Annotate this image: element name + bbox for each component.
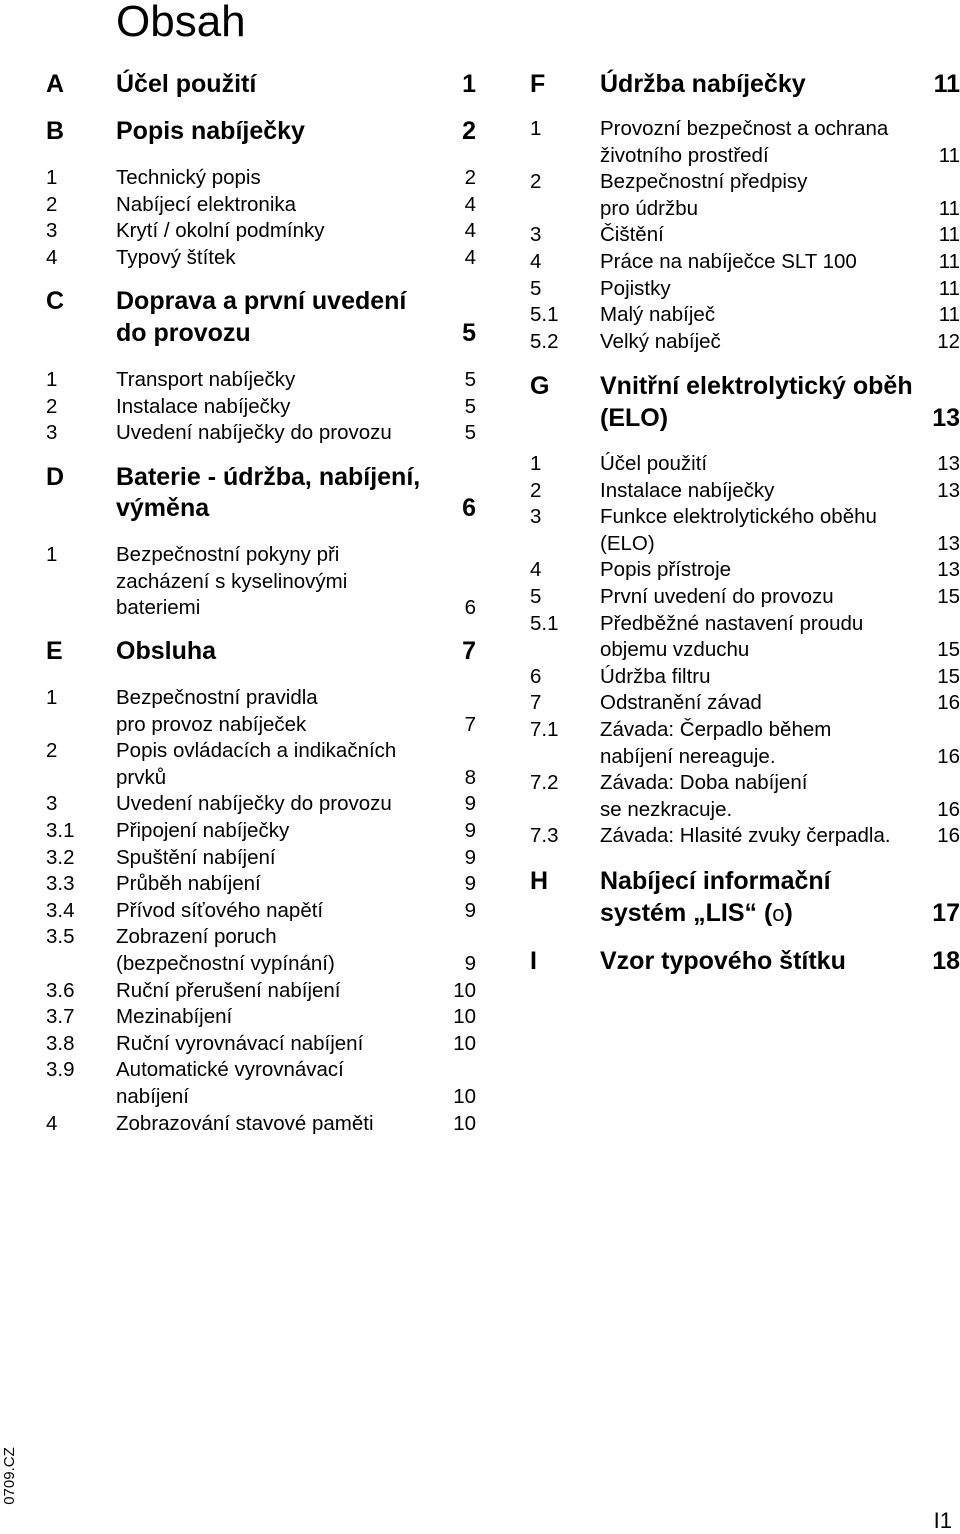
section-letter: B	[46, 117, 65, 145]
page-title: Obsah	[116, 0, 246, 46]
entry-title: Bezpečnostní pravidla	[116, 686, 318, 709]
entry-page: 6	[464, 596, 476, 620]
entry-number: 3	[530, 223, 542, 247]
entry-title: Ruční přerušení nabíjení	[116, 978, 341, 1002]
entry-title: Velký nabíječ	[600, 329, 721, 353]
entry-page: 4	[464, 245, 476, 269]
entry-page: 13	[937, 452, 960, 475]
entry-number: 5.1	[530, 611, 559, 635]
entry-title: Typový štítek	[116, 245, 236, 269]
entry-title: Bezpečnostní předpisy	[600, 170, 808, 194]
entry-title-cont: zacházení s kyselinovými	[116, 569, 348, 593]
entry-page: 15	[937, 638, 960, 662]
entry-title-cont: životního prostředí	[600, 143, 769, 167]
entry-title-cont: (ELO)	[600, 531, 655, 555]
entry-number: 1	[530, 452, 542, 475]
entry-title-cont: pro údržbu	[600, 196, 699, 220]
entry-number: 4	[530, 558, 542, 582]
entry-page: 13	[937, 478, 960, 502]
section-page: 5	[462, 319, 476, 347]
entry-title: Předběžné nastavení proudu	[600, 611, 864, 635]
entry-page: 10	[453, 1005, 476, 1029]
section-letter: C	[46, 287, 65, 315]
entry-number: 1	[530, 117, 542, 140]
entry-page: 2	[464, 166, 476, 189]
entry-title: Údržba filtru	[600, 664, 711, 688]
entry-page: 16	[937, 797, 960, 821]
entry-number: 3.1	[46, 819, 75, 842]
entry-number: 3.6	[46, 978, 75, 1002]
entry-title: Závada: Čerpadlo během	[600, 718, 832, 741]
toc-section-g[interactable]	[520, 370, 960, 402]
section-letter: D	[46, 463, 65, 491]
entry-number: 2	[530, 170, 542, 194]
entry-number: 5	[530, 585, 542, 608]
entry-page: 4	[464, 192, 476, 216]
entry-number: 1	[46, 543, 58, 566]
entry-page: 5	[464, 394, 476, 418]
entry-number: 3.2	[46, 845, 75, 869]
section-title: Vnitřní elektrolytický oběh	[600, 372, 913, 400]
entry-number: 3.3	[46, 872, 75, 896]
entry-page: 11	[938, 303, 960, 327]
entry-number: 1	[46, 368, 58, 391]
entry-title: Závada: Hlasité zvuky čerpadla.	[600, 824, 891, 848]
toc-section-h-line2[interactable]	[520, 897, 960, 929]
entry-title: Krytí / okolní podmínky	[116, 219, 325, 243]
entry-title: Průběh nabíjení	[116, 872, 261, 896]
section-title: Údržba nabíječky	[600, 70, 806, 98]
entry-title: Práce na nabíječce SLT 100	[600, 250, 857, 273]
entry-page: 10	[453, 978, 476, 1002]
entry-title: Zobrazování stavové paměti	[116, 1111, 374, 1135]
page-number: I1	[933, 1508, 952, 1533]
entry-page: 12	[937, 329, 960, 353]
section-page: 13	[932, 404, 960, 432]
toc-section-d[interactable]	[0, 461, 480, 493]
toc-section-f[interactable]	[520, 68, 960, 100]
entry-page: 10	[453, 1085, 476, 1108]
section-title: Doprava a první uvedení	[116, 287, 407, 315]
entry-number: 2	[530, 478, 542, 502]
entry-number: 6	[530, 664, 542, 688]
entry-title: Účel použití	[600, 452, 708, 475]
entry-number: 2	[46, 739, 58, 763]
entry-page: 9	[464, 792, 476, 816]
section-title-end: )	[784, 899, 793, 927]
entry-title: Bezpečnostní pokyny při	[116, 543, 340, 566]
entry-page: 10	[453, 1111, 476, 1135]
entry-number: 3	[46, 792, 58, 816]
entry-page: 11	[938, 250, 960, 273]
entry-number: 3.4	[46, 898, 75, 922]
section-letter: E	[46, 637, 63, 665]
entry-title: Provozní bezpečnost a ochrana	[600, 117, 889, 140]
entry-page: 4	[464, 219, 476, 243]
entry-number: 3.9	[46, 1058, 75, 1082]
section-title-cont	[600, 897, 793, 930]
entry-page: 7	[464, 712, 476, 736]
entry-page: 5	[464, 421, 476, 445]
section-title: Účel použití	[116, 70, 257, 98]
toc-section-h[interactable]	[520, 865, 960, 897]
entry-title: Funkce elektrolytického oběhu	[600, 505, 877, 529]
entry-number: 7.1	[530, 718, 559, 741]
entry-page: 16	[937, 824, 960, 848]
section-title-text: systém „LIS“ (	[600, 899, 773, 927]
entry-title: Uvedení nabíječky do provozu	[116, 421, 392, 445]
section-letter: F	[530, 70, 546, 98]
entry-title: Závada: Doba nabíjení	[600, 771, 808, 795]
circle-symbol: o	[772, 901, 785, 926]
entry-page: 15	[937, 664, 960, 688]
toc-section-b[interactable]	[0, 115, 480, 147]
entry-page: 5	[464, 368, 476, 391]
entry-title-cont: nabíjení	[116, 1085, 189, 1108]
entry-title: Malý nabíječ	[600, 303, 716, 327]
section-title-cont: výměna	[116, 494, 210, 522]
section-title-cont: (ELO)	[600, 404, 669, 432]
entry-number: 4	[46, 1111, 58, 1135]
entry-page: 15	[937, 585, 960, 608]
entry-title: Instalace nabíječky	[600, 478, 775, 502]
entry-number: 4	[530, 250, 542, 273]
entry-page: 13	[937, 558, 960, 582]
entry-title-cont: (bezpečnostní vypínání)	[116, 952, 335, 975]
entry-page: 11	[938, 223, 960, 247]
section-title: Vzor typového štítku	[600, 947, 846, 975]
entry-title: Odstranění závad	[600, 691, 762, 715]
entry-number: 3	[46, 421, 58, 445]
section-title: Popis nabíječky	[116, 117, 305, 145]
section-page: 18	[932, 947, 960, 975]
entry-title: Technický popis	[116, 166, 261, 189]
entry-number: 1	[46, 166, 58, 189]
entry-title: Popis přístroje	[600, 558, 732, 582]
entry-title: Instalace nabíječky	[116, 394, 291, 418]
entry-number: 7.2	[530, 771, 559, 795]
section-letter: A	[46, 70, 65, 98]
entry-number: 2	[46, 394, 58, 418]
entry-page: 9	[464, 872, 476, 896]
toc-section-i[interactable]	[520, 945, 960, 977]
entry-title: Pojistky	[600, 276, 671, 300]
entry-number: 2	[46, 192, 58, 216]
entry-page: 8	[464, 765, 476, 789]
entry-number: 7.3	[530, 824, 559, 848]
entry-title-cont: nabíjení nereaguje.	[600, 744, 776, 768]
section-page: 17	[932, 899, 960, 927]
entry-title-cont: se nezkracuje.	[600, 797, 733, 821]
entry-title-cont: bateriemi	[116, 596, 201, 620]
entry-number: 1	[46, 686, 58, 709]
entry-title-cont: prvků	[116, 765, 167, 789]
entry-title: První uvedení do provozu	[600, 585, 834, 608]
entry-title: Mezinabíjení	[116, 1005, 233, 1029]
section-page: 2	[462, 117, 476, 145]
toc-section-c[interactable]	[0, 285, 480, 317]
entry-number: 3.5	[46, 925, 75, 949]
entry-number: 3	[530, 505, 542, 529]
entry-page: 9	[464, 952, 476, 975]
entry-title: Nabíjecí elektronika	[116, 192, 297, 216]
section-letter: H	[530, 867, 549, 895]
entry-title: Připojení nabíječky	[116, 819, 290, 842]
entry-number: 3.7	[46, 1005, 75, 1029]
entry-page: 11	[938, 276, 960, 300]
section-letter: G	[530, 372, 550, 400]
entry-page: 16	[937, 744, 960, 768]
entry-page: 11	[938, 143, 960, 167]
section-title-cont: do provozu	[116, 319, 251, 347]
entry-title: Ruční vyrovnávací nabíjení	[116, 1031, 364, 1055]
section-page: 7	[462, 637, 476, 665]
entry-page: 9	[464, 845, 476, 869]
entry-page: 11	[938, 196, 960, 220]
entry-number: 3.8	[46, 1031, 75, 1055]
toc-section-c-line2[interactable]	[0, 317, 480, 349]
entry-title: Automatické vyrovnávací	[116, 1058, 344, 1082]
section-letter: I	[530, 947, 537, 975]
entry-number: 5	[530, 276, 542, 300]
entry-number: 7	[530, 691, 542, 715]
entry-title: Uvedení nabíječky do provozu	[116, 792, 392, 816]
section-title: Obsluha	[116, 637, 217, 665]
entry-title: Popis ovládacích a indikačních	[116, 739, 397, 763]
document-code: 0709.CZ	[1, 1447, 18, 1505]
entry-title: Čištění	[600, 223, 664, 247]
section-page: 6	[462, 494, 476, 522]
entry-number: 5.2	[530, 329, 559, 353]
entry-title: Transport nabíječky	[116, 368, 296, 391]
toc-section-e[interactable]	[0, 635, 480, 667]
entry-page: 9	[464, 898, 476, 922]
section-title: Baterie - údržba, nabíjení,	[116, 463, 421, 491]
entry-number: 5.1	[530, 303, 559, 327]
entry-title: Zobrazení poruch	[116, 925, 277, 949]
section-page: 11	[933, 70, 960, 98]
entry-title-cont: objemu vzduchu	[600, 638, 750, 662]
entry-number: 4	[46, 245, 58, 269]
toc-section-d-line2[interactable]	[0, 492, 480, 524]
entry-title: Přívod síťového napětí	[116, 898, 324, 922]
entry-page: 9	[464, 819, 476, 842]
section-page: 1	[462, 70, 476, 98]
entry-page: 16	[937, 691, 960, 715]
entry-number: 3	[46, 219, 58, 243]
toc-section-a[interactable]	[0, 68, 480, 100]
entry-page: 10	[453, 1031, 476, 1055]
section-title: Nabíjecí informační	[600, 867, 831, 895]
entry-title: Spuštění nabíjení	[116, 845, 276, 869]
entry-title-cont: pro provoz nabíječek	[116, 712, 307, 736]
entry-page: 13	[937, 531, 960, 555]
toc-section-g-line2[interactable]	[520, 402, 960, 434]
